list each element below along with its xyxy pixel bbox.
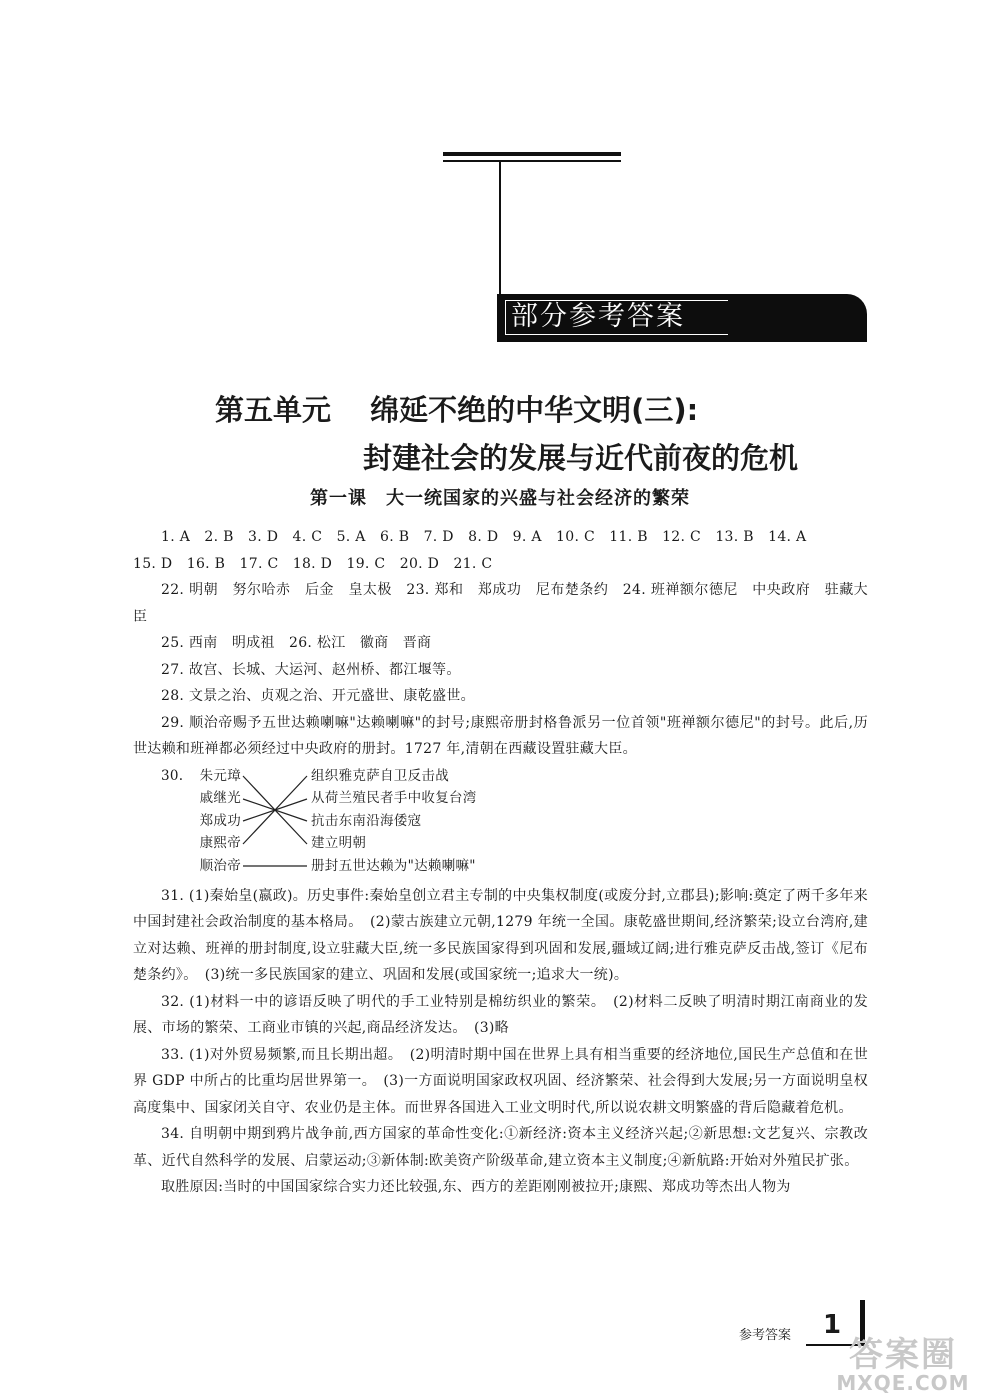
- answer-q22: 22. 明朝 努尔哈赤 后金 皇太极 23. 郑和 郑成功 尼布楚条约 24. 班禅额尔德尼 中央政府 驻藏大臣: [133, 582, 868, 625]
- unit-title-line2: 封建社会的发展与近代前夜的危机: [363, 441, 799, 475]
- header-rule-bottom: [443, 160, 621, 162]
- answer-q25: 25. 西南 明成祖 26. 松江 徽商 晋商: [161, 635, 432, 651]
- answer-q34: 34. 自明朝中期到鸦片战争前,西方国家的革命性变化:①新经济:资本主义经济兴起;②新思想:文艺复兴、宗教改革、近代自然科学的发展、启蒙运动;③新体制:欧美资产阶级革命,建立资本主义制度;④新航路:开始对外殖民扩张。: [133, 1126, 868, 1169]
- matching-left-column: [169, 765, 241, 878]
- answer-q29: 29. 顺治帝赐予五世达赖喇嘛"达赖喇嘛"的封号;康熙帝册封格鲁派另一位首领"班禅额尔德尼"的封号。此后,历世达赖和班禅都必须经过中央政府的册封。1727 年,清朝在西藏设置驻藏大臣。: [133, 714, 868, 757]
- watermark-logo: [818, 1335, 988, 1396]
- match-left-item: 郑成功: [199, 812, 241, 829]
- answer-mc-line2: 15. D 16. B 17. C 18. D 19. C 20. D 21. C: [133, 555, 493, 572]
- page-number: 1: [823, 1310, 842, 1340]
- answer-q33: 33. (1)对外贸易频繁,而且长期出超。 (2)明清时期中国在世界上具有相当重要的经济地位,国民生产总值和在世界 GDP 中所占的比重均居世界第一。 (3)一方面说明国家政权巩固、经济繁荣、社会得到大发展;另一方面说明皇权高度集中、国家闭关自守、农业仍是主体。而世界各国进入工业文明时代,所以说农耕文明繁盛的背后隐藏着危机。: [133, 1046, 868, 1116]
- watermark-url: MXQE.COM: [836, 1371, 970, 1395]
- unit-title-line1: 第五单元 绵延不绝的中华文明(三):: [215, 393, 699, 427]
- answer-q27: 27. 故宫、长城、大运河、赵州桥、都江堰等。: [161, 661, 461, 678]
- matching-right-column: [311, 765, 477, 878]
- matching-diagram: [133, 765, 868, 883]
- matching-lines: [241, 765, 311, 883]
- header-rule-top: [443, 152, 621, 156]
- match-right-item: 抗击东南沿海倭寇: [311, 812, 422, 829]
- answer-mc-line1: 1. A 2. B 3. D 4. C 5. A 6. B 7. D 8. D 9. A 10. C 11. B 12. C 13. B 14. A: [161, 529, 807, 545]
- answer-q28: 28. 文景之治、贞观之治、开元盛世、康乾盛世。: [161, 688, 475, 704]
- answer-content: [133, 524, 868, 1201]
- unit-title: [215, 390, 815, 478]
- match-left-item: 顺治帝: [199, 857, 241, 874]
- answer-q32: 32. (1)材料一中的谚语反映了明代的手工业特别是棉纺织业的繁荣。 (2)材料二反映了明清时期江南商业的发展、市场的繁荣、工商业市镇的兴起,商品经济发达。 (3)略: [133, 993, 868, 1036]
- answer-q34-continued: 取胜原因:当时的中国国家综合实力还比较强,东、西方的差距刚刚被拉开;康熙、郑成功等杰出人物为: [161, 1179, 791, 1195]
- q30-number: 30.: [161, 767, 184, 784]
- match-left-item: 康熙帝: [199, 835, 241, 851]
- watermark-title: 答案圈: [849, 1335, 957, 1375]
- section-banner: [497, 294, 867, 342]
- match-right-item: 从荷兰殖民者手中收复台湾: [311, 790, 477, 806]
- match-left-item: 朱元璋: [199, 767, 241, 784]
- lesson-title: 第一课 大一统国家的兴盛与社会经济的繁荣: [310, 488, 690, 509]
- match-right-item: 组织雅克萨自卫反击战: [311, 767, 449, 784]
- match-right-item: 建立明朝: [311, 835, 367, 851]
- match-right-item: 册封五世达赖为"达赖喇嘛": [311, 857, 476, 874]
- match-left-item: 戚继光: [199, 790, 241, 806]
- answer-q31: 31. (1)秦始皇(嬴政)。历史事件:秦始皇创立君主专制的中央集权制度(或废分封,立郡县);影响:奠定了两千多年来中国封建社会政治制度的基本格局。 (2)蒙古族建立元朝,1279 年统一全国。康乾盛世期间,经济繁荣;设立台湾府,建立对达赖、班禅的册封制度,设立驻藏大臣,统一多民族国家得到巩固和发展,疆域辽阔;进行雅克萨反击战,签订《尼布楚条约》。 (3)统一多民族国家的建立、巩固和发展(或国家统一;追求大一统)。: [133, 887, 868, 983]
- footer-label: 参考答案: [739, 1328, 792, 1343]
- banner-title: 部分参考答案: [511, 301, 685, 332]
